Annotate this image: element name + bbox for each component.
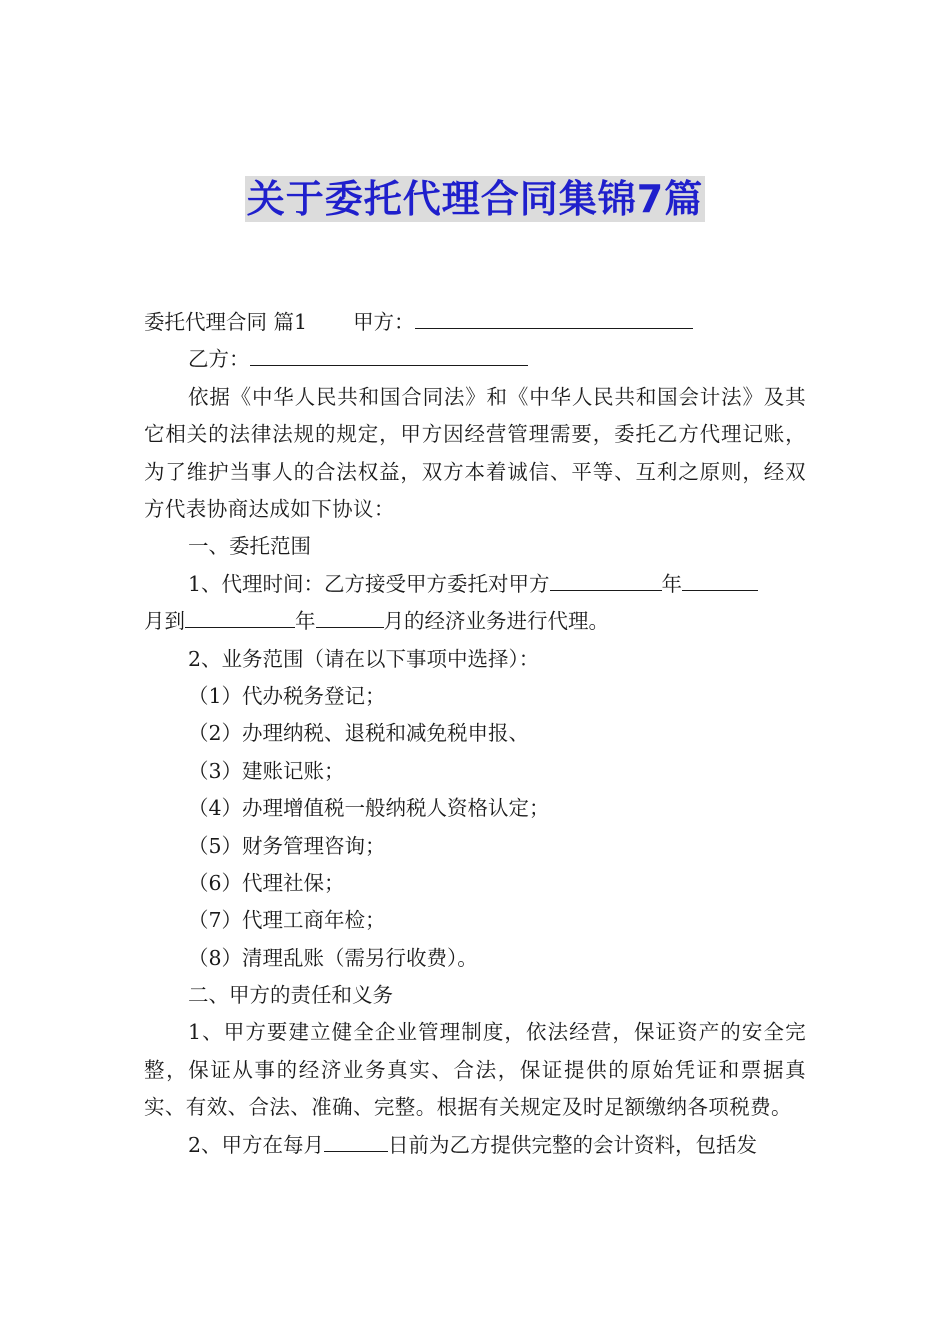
party-b-line (144, 341, 806, 378)
section-2-heading: 二、甲方的责任和义务 (188, 983, 393, 1008)
start-month-blank (682, 568, 758, 591)
intro-paragraph: 依据《中华人民共和国合同法》和《中华人民共和国会计法》及其它相关的法律法规的规定，甲方因经营管理需要，委托乙方代理记账，为了维护当事人的合法权益，双方本着诚信、平等、互利之原则，经双方代表协商达成如下协议： (144, 384, 806, 521)
duty-2-prefix: 2、甲方在每月 (188, 1132, 325, 1157)
scope-item: （6）代理社保； (188, 870, 345, 895)
duty-2-line (144, 1127, 806, 1164)
scope-item: （7）代理工商年检； (188, 908, 386, 933)
clause-1-line-2 (144, 603, 806, 640)
section-name: 委托代理合同 篇1 (144, 310, 308, 334)
clause-1-line-1 (144, 566, 806, 603)
duty-1-paragraph: 1、甲方要建立健全企业管理制度，依法经营，保证资产的安全完整，保证从事的经济业务真实、合法，保证提供的原始凭证和票据真实、有效、合法、准确、完整。根据有关规定及时足额缴纳各项税费。 (144, 1020, 806, 1120)
scope-item: （4）办理增值税一般纳税人资格认定； (188, 796, 550, 821)
end-month-blank (316, 605, 384, 628)
scope-item: （5）财务管理咨询； (188, 833, 386, 858)
scope-item: （8）清理乱账（需另行收费）。 (188, 945, 478, 970)
clause-1-year-2: 年 (295, 609, 316, 634)
duty-2-suffix: 日前为乙方提供完整的会计资料，包括发 (388, 1132, 758, 1157)
section-1-heading: 一、委托范围 (188, 534, 311, 559)
party-a-blank (415, 306, 693, 329)
day-blank (324, 1129, 388, 1152)
party-a-label: 甲方： (353, 310, 415, 334)
header-line (144, 304, 806, 341)
title-container (0, 176, 950, 222)
scope-item: （2）办理纳税、退税和减免税申报、 (188, 721, 530, 746)
document-body (144, 304, 806, 1164)
start-year-blank (550, 568, 662, 591)
clause-1-year-1: 年 (661, 571, 683, 596)
clause-1-prefix: 1、代理时间：乙方接受甲方委托对甲方 (188, 571, 550, 596)
party-b-blank (250, 343, 528, 366)
end-year-blank (185, 605, 295, 628)
clause-1-suffix: 月的经济业务进行代理。 (383, 609, 609, 634)
scope-item: （1）代办税务登记； (188, 683, 386, 708)
document-title: 关于委托代理合同集锦7篇 (246, 177, 704, 221)
party-b-label: 乙方： (188, 347, 250, 372)
scope-item: （3）建账记账； (188, 758, 345, 783)
clause-2: 2、业务范围（请在以下事项中选择）： (188, 646, 540, 671)
clause-1-month-1: 月到 (144, 609, 185, 634)
